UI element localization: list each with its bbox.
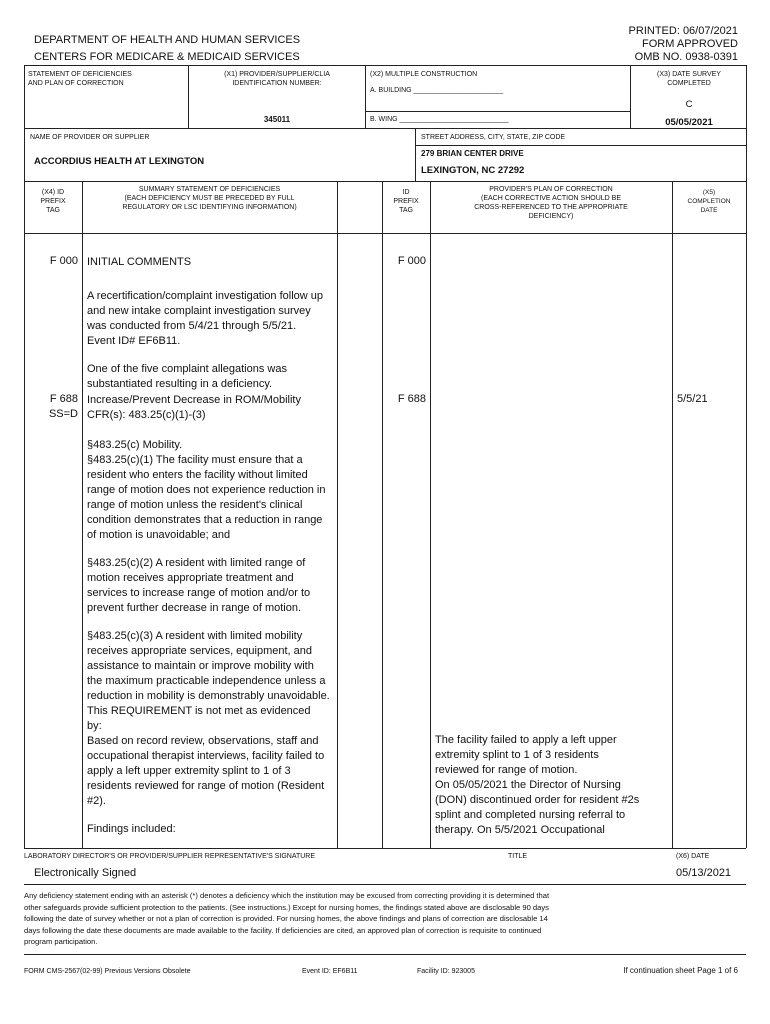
regulation-paragraph-c1: §483.25(c) Mobility. §483.25(c)(1) The facility must ensure that a resident who enters the facility without limited range of motion does not experience reduction in range of motion unless the resident's clinical condition demonstrates that a reduction in range of motion is unavoidable; and — [87, 439, 326, 541]
agency-line-2: CENTERS FOR MEDICARE & MEDICAID SERVICES — [34, 51, 300, 63]
omb-number: OMB NO. 0938-0391 — [634, 51, 738, 63]
date-survey-label: (X3) DATE SURVEY COMPLETED — [657, 71, 721, 87]
survey-code: C — [685, 99, 693, 110]
signature-date: 05/13/2021 — [676, 867, 732, 879]
rule — [24, 65, 746, 66]
rule — [365, 65, 366, 128]
rule — [24, 848, 746, 849]
rule — [415, 145, 746, 146]
signature-label: LABORATORY DIRECTOR'S OR PROVIDER/SUPPLIER REPRESENTATIVE'S SIGNATURE — [24, 853, 316, 860]
regulation-paragraph-c3: §483.25(c)(3) A resident with limited mobility receives appropriate services, equipment, and assistance to maintain or improve mobility with the maximum practicable independence unless a reduction in mobility is demonstrably unavoidable. This REQUIREMENT is not met as evidenced by: Based on record review, observations, staff and occupational therapist interviews, facility failed to apply a left upper extremity splint to 1 of 3 residents reviewed for range of motion (Resident #2). — [87, 630, 330, 807]
city-state-zip: LEXINGTON, NC 27292 — [421, 165, 525, 176]
provider-id-label: (X1) PROVIDER/SUPPLIER/CLIA IDENTIFICATION NUMBER: — [224, 71, 330, 87]
rule — [337, 181, 338, 848]
rule — [382, 181, 383, 848]
rule — [365, 111, 630, 112]
rule — [630, 65, 631, 128]
form-approved: FORM APPROVED — [642, 38, 738, 50]
multiple-construction-label: (X2) MULTIPLE CONSTRUCTION — [370, 71, 478, 78]
provider-name: ACCORDIUS HEALTH AT LEXINGTON — [34, 156, 205, 167]
rule — [188, 65, 189, 128]
electronic-signature: Electronically Signed — [34, 867, 137, 879]
building-label: A. BUILDING _______________________ — [370, 87, 504, 94]
page-indicator: If continuation sheet Page 1 of 6 — [623, 966, 738, 975]
col-summary-statement: SUMMARY STATEMENT OF DEFICIENCIES (EACH DEFICIENCY MUST BE PRECEDED BY FULL REGULATORY OR LSC IDENTIFYING INFORMATION) — [122, 186, 297, 211]
completion-date: 5/5/21 — [677, 393, 708, 405]
printed-date: PRINTED: 06/07/2021 — [628, 25, 738, 37]
disclosure-footnote: Any deficiency statement ending with an asterisk (*) denotes a deficiency which the institution may be excused from correcting providing it is determined that other safeguards provide sufficient protection to the patients. (See instructions.) Except for nursing homes, the findings stated above are disclosable 90 days following the date of survey whether or not a plan of correction is provided. For nursing homes, the above findings and plans of correction are disclosable 14 days following the date these documents are made available to the facility. If deficiencies are cited, an approved plan of correction is requisite to continued program participation. — [24, 891, 550, 946]
title-label: TITLE — [508, 853, 528, 860]
ss-scope-severity: SS=D — [48, 408, 78, 420]
statement-label: STATEMENT OF DEFICIENCIES AND PLAN OF CORRECTION — [28, 71, 132, 87]
event-id: Event ID: EF6B11 — [302, 968, 358, 975]
street-address: 279 BRIAN CENTER DRIVE — [421, 149, 524, 158]
col-id-prefix-tag: ID PREFIX TAG — [393, 189, 419, 214]
form-number: FORM CMS-2567(02-99) Previous Versions Obsolete — [24, 968, 191, 975]
col-x4-prefix-tag: (X4) ID PREFIX TAG — [40, 189, 66, 214]
rule — [24, 233, 746, 234]
rule — [430, 181, 431, 848]
tag-f688-right: F 688 — [397, 393, 426, 405]
facility-id: Facility ID: 923005 — [417, 968, 475, 975]
address-label: STREET ADDRESS, CITY, STATE, ZIP CODE — [421, 134, 566, 141]
survey-date: 05/05/2021 — [665, 117, 713, 128]
provider-name-label: NAME OF PROVIDER OR SUPPLIER — [30, 134, 150, 141]
survey-intro-paragraph: A recertification/complaint investigation follow up and new intake complaint investigation survey was conducted from 5/4/21 through 5/5/21. Event ID# EF6B11. — [87, 290, 324, 347]
col-plan-of-correction: PROVIDER'S PLAN OF CORRECTION (EACH CORRECTIVE ACTION SHOULD BE CROSS-REFERENCED TO THE APPROPRIATE DEFICIENCY) — [474, 186, 628, 220]
rule — [24, 954, 746, 955]
initial-comments-heading: INITIAL COMMENTS — [87, 256, 192, 268]
rule — [415, 128, 416, 181]
findings-included: Findings included: — [87, 823, 176, 835]
regulation-paragraph-c2: §483.25(c)(2) A resident with limited range of motion receives appropriate treatment and services to increase range of motion and/or to prevent further decrease in range of motion. — [87, 557, 311, 614]
complaint-paragraph: One of the five complaint allegations was substantiated resulting in a deficiency. — [87, 363, 287, 390]
tag-f688-left: F 688 — [49, 393, 78, 405]
f688-title: Increase/Prevent Decrease in ROM/Mobility CFR(s): 483.25(c)(1)-(3) — [87, 394, 301, 421]
rule — [24, 181, 746, 182]
col-completion-date: (X5) COMPLETION DATE — [687, 189, 731, 214]
plan-of-correction-text: The facility failed to apply a left upper extremity splint to 1 of 3 residents reviewed for range of motion. On 05/05/2021 the Director of Nursing (DON) discontinued order for resident #2s splint and completed nursing referral to therapy. On 5/5/2021 Occupational — [435, 734, 640, 836]
rule — [24, 65, 25, 848]
tag-f000-right: F 000 — [397, 255, 426, 267]
rule — [24, 884, 746, 885]
rule — [672, 181, 673, 848]
agency-line-1: DEPARTMENT OF HEALTH AND HUMAN SERVICES — [34, 34, 301, 46]
rule — [746, 65, 747, 848]
signature-date-label: (X6) DATE — [676, 853, 710, 860]
provider-id: 345011 — [263, 115, 291, 124]
rule — [82, 181, 83, 848]
wing-label: B. WING ____________________________ — [370, 116, 509, 123]
tag-f000-left: F 000 — [49, 255, 78, 267]
